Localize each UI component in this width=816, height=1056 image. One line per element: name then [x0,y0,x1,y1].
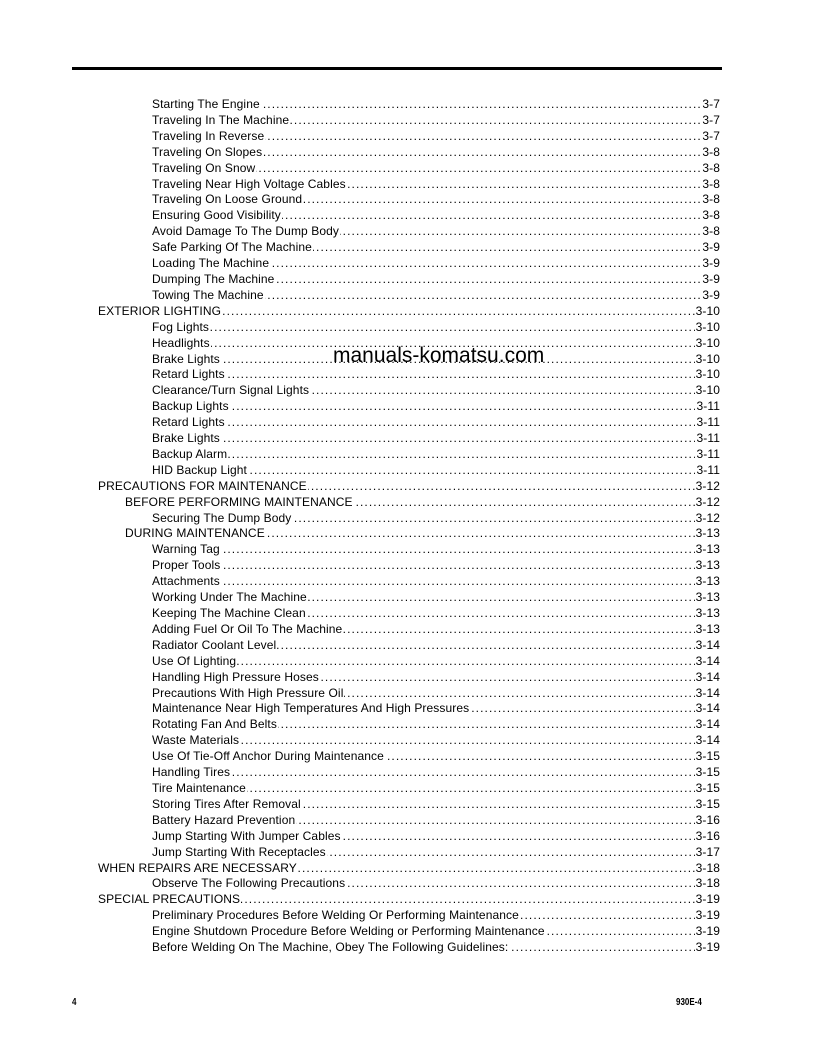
dot-leader [152,415,720,431]
toc-entry-title: Avoid Damage To The Dump Body [152,224,340,239]
toc-entry[interactable] [0,367,816,383]
toc-entry-title: Traveling In The Machine [152,112,290,127]
toc-entry[interactable] [0,113,816,129]
toc-entry-page: 3-9 [702,271,720,286]
toc-entry[interactable] [0,224,816,240]
dot-leader [152,574,720,590]
toc-entry-title: Traveling Near High Voltage Cables [152,176,346,191]
toc-entry-title: Headlights [152,335,210,350]
toc-entry-page: 3-19 [695,924,720,939]
toc-entry-page: 3-8 [702,176,720,191]
toc-entry[interactable] [0,781,816,797]
toc-entry[interactable] [0,288,816,304]
toc-entry-title: Attachments [152,574,220,589]
toc-entry-title: Precautions With High Pressure Oil [152,685,344,700]
toc-entry[interactable] [0,511,816,527]
toc-entry-title: Loading The Machine [152,256,270,271]
toc-entry-page: 3-10 [695,335,720,350]
toc-entry-page: 3-9 [702,287,720,302]
toc-entry-title: Use Of Tie-Off Anchor During Maintenance [152,749,384,764]
toc-entry-page: 3-14 [695,733,720,748]
toc-entry-title: Storing Tires After Removal [152,796,301,811]
toc-entry-page: 3-12 [695,494,720,509]
toc-entry-title: SPECIAL PRECAUTIONS [98,892,241,907]
toc-entry-page: 3-15 [695,765,720,780]
dot-leader [152,447,720,463]
toc-entry-title: Tire Maintenance [152,780,246,795]
toc-entry-title: Rotating Fan And Belts [152,717,277,732]
toc-entry-title: Handling Tires [152,765,231,780]
toc-entry-title: Clearance/Turn Signal Lights [152,383,310,398]
toc-entry[interactable] [0,256,816,272]
toc-entry[interactable] [0,208,816,224]
toc-entry-title: Jump Starting With Receptacles [152,844,326,859]
dot-leader [152,320,720,336]
toc-entry-title: Safe Parking Of The Machine [152,240,312,255]
toc-entry-page: 3-13 [695,542,720,557]
toc-entry-title: Dumping The Machine [152,271,275,286]
toc-entry-title: Brake Lights [152,351,220,366]
toc-entry[interactable] [0,383,816,399]
toc-entry-title: Towing The Machine [152,287,264,302]
toc-entry-title: Retard Lights [152,367,225,382]
toc-entry-page: 3-7 [702,128,720,143]
toc-entry[interactable] [0,622,816,638]
toc-entry[interactable] [0,129,816,145]
toc-entry-page: 3-19 [695,892,720,907]
toc-entry-title: Brake Lights [152,431,220,446]
toc-entry[interactable] [0,686,816,702]
toc-entry-page: 3-16 [695,812,720,827]
toc-entry[interactable] [0,797,816,813]
toc-entry-page: 3-15 [695,780,720,795]
toc-entry-title: Maintenance Near High Temperatures And High Pressures [152,701,470,716]
toc-entry-page: 3-18 [695,876,720,891]
toc-entry[interactable] [0,558,816,574]
toc-entry-page: 3-13 [695,606,720,620]
toc-entry[interactable] [0,320,816,336]
toc-entry[interactable] [0,399,816,415]
toc-entry-page: 3-8 [702,208,720,223]
dot-leader [152,542,720,558]
toc-entry-title: Proper Tools [152,558,221,573]
toc-entry-title: Securing The Dump Body [152,510,292,525]
toc-entry-page: 3-15 [695,796,720,811]
footer-doc-id: 930E-4 [676,997,702,1008]
toc-entry[interactable] [0,542,816,558]
toc-entry-title: Keeping The Machine Clean [152,606,306,620]
toc-entry-page: 3-9 [702,256,720,271]
toc-entry-page: 3-14 [695,653,720,668]
toc-entry-page: 3-10 [695,303,720,318]
toc-entry-title: WHEN REPAIRS ARE NECESSARY [98,860,297,875]
toc-entry-page: 3-9 [702,240,720,255]
toc-entry-page: 3-8 [702,160,720,175]
toc-entry[interactable] [0,813,816,829]
toc-entry-page: 3-17 [695,844,720,859]
toc-entry[interactable] [0,97,816,113]
toc-entry-page: 3-8 [702,224,720,239]
toc-entry-title: BEFORE PERFORMING MAINTENANCE [125,494,353,509]
toc-entry[interactable] [0,701,816,717]
toc-entry-page: 3-14 [695,669,720,684]
dot-leader [152,558,720,574]
toc-entry-page: 3-19 [695,908,720,923]
toc-entry-title: Waste Materials [152,733,240,748]
toc-entry[interactable] [0,161,816,177]
toc-entry-page: 3-10 [695,319,720,334]
toc-entry-title: Backup Lights [152,399,229,414]
toc-entry-page: 3-11 [696,415,720,430]
toc-entry-page: 3-13 [695,558,720,573]
toc-entry[interactable] [0,765,816,781]
toc-entry-page: 3-10 [695,367,720,382]
toc-entry-title: Adding Fuel Or Oil To The Machine [152,621,343,636]
toc-entry-page: 3-13 [695,621,720,636]
toc-entry-title: Retard Lights [152,415,225,430]
toc-entry[interactable] [0,940,816,956]
toc-entry-title: Warning Tag [152,542,220,557]
toc-entry-page: 3-11 [696,399,720,414]
toc-entry-title: Traveling On Slopes [152,144,263,159]
toc-entry[interactable] [0,861,816,877]
toc-entry-page: 3-12 [695,478,720,493]
toc-entry[interactable] [0,479,816,495]
toc-entry-page: 3-8 [702,192,720,207]
toc-entry[interactable] [0,526,816,542]
watermark: manuals-komatsu.com [333,344,545,367]
toc-entry[interactable] [0,145,816,161]
toc-entry[interactable] [0,304,816,320]
dot-leader [152,399,720,415]
toc-entry-title: PRECAUTIONS FOR MAINTENANCE [98,478,307,493]
toc-entry-title: Radiator Coolant Level [152,637,277,652]
footer-page-number: 4 [72,997,77,1008]
toc-entry-page: 3-19 [695,940,720,955]
toc-entry[interactable] [0,638,816,654]
toc-entry-title: Before Welding On The Machine, Obey The Following Guidelines: [152,940,509,955]
dot-leader [152,431,720,447]
toc-entry-title: Handling High Pressure Hoses [152,669,319,684]
toc-entry-title: Ensuring Good Visibility [152,208,281,223]
toc-entry[interactable] [0,733,816,749]
toc-entry[interactable] [0,463,816,479]
toc-entry-page: 3-15 [695,749,720,764]
toc-entry[interactable] [0,240,816,256]
toc-entry[interactable] [0,431,816,447]
toc-entry[interactable] [0,272,816,288]
toc-entry-title: Engine Shutdown Procedure Before Welding or Performing Maintenance [152,924,545,939]
toc-entry-title: Starting The Engine [152,97,260,111]
toc-entry-page: 3-16 [695,828,720,843]
toc-entry[interactable] [0,590,816,606]
toc-entry-title: Observe The Following Precautions [152,876,346,891]
toc-entry-title: Battery Hazard Prevention [152,812,296,827]
header-rule [72,67,722,70]
toc-entry-page: 3-12 [695,510,720,525]
toc-entry-page: 3-14 [695,637,720,652]
toc-entry-page: 3-14 [695,701,720,716]
toc-entry-page: 3-14 [695,717,720,732]
toc-entry-page: 3-14 [695,685,720,700]
toc-entry[interactable] [0,415,816,431]
toc-entry[interactable] [0,908,816,924]
dot-leader [152,367,720,383]
toc-entry[interactable] [0,829,816,845]
toc-entry-page: 3-11 [696,462,720,477]
toc-entry-page: 3-13 [695,526,720,541]
toc-entry-title: Traveling In Reverse [152,128,265,143]
table-of-contents [0,97,816,956]
toc-entry-title: Preliminary Procedures Before Welding Or Performing Maintenance [152,908,519,923]
toc-entry[interactable] [0,876,816,892]
toc-entry-page: 3-11 [696,431,720,446]
toc-entry[interactable] [0,447,816,463]
toc-entry[interactable] [0,606,816,622]
toc-entry[interactable] [0,892,816,908]
toc-entry[interactable] [0,717,816,733]
toc-entry-title: Fog Lights [152,319,210,334]
toc-entry-page: 3-13 [695,590,720,605]
toc-entry-title: Traveling On Snow [152,160,256,175]
toc-entry-title: EXTERIOR LIGHTING [98,303,222,318]
toc-entry[interactable] [0,749,816,765]
toc-entry-title: Working Under The Machine [152,590,307,605]
toc-entry-title: Use Of Lighting [152,653,237,668]
dot-leader [152,765,720,781]
toc-entry-title: Backup Alarm [152,446,228,461]
toc-entry-page: 3-11 [696,446,720,461]
toc-entry-title: DURING MAINTENANCE [125,526,265,541]
toc-entry-page: 3-7 [702,97,720,111]
toc-entry-page: 3-8 [702,144,720,159]
toc-entry[interactable] [0,177,816,193]
toc-entry-page: 3-13 [695,574,720,589]
toc-entry-page: 3-10 [695,351,720,366]
toc-entry[interactable] [0,924,816,940]
toc-entry-title: HID Backup Light [152,462,247,477]
toc-entry-page: 3-7 [702,112,720,127]
toc-entry[interactable] [0,654,816,670]
toc-entry-title: Traveling On Loose Ground [152,192,303,207]
toc-entry[interactable] [0,670,816,686]
toc-entry-page: 3-18 [695,860,720,875]
toc-entry-title: Jump Starting With Jumper Cables [152,828,341,843]
toc-entry[interactable] [0,192,816,208]
toc-entry[interactable] [0,845,816,861]
toc-entry[interactable] [0,495,816,511]
toc-entry[interactable] [0,574,816,590]
toc-entry-page: 3-10 [695,383,720,398]
